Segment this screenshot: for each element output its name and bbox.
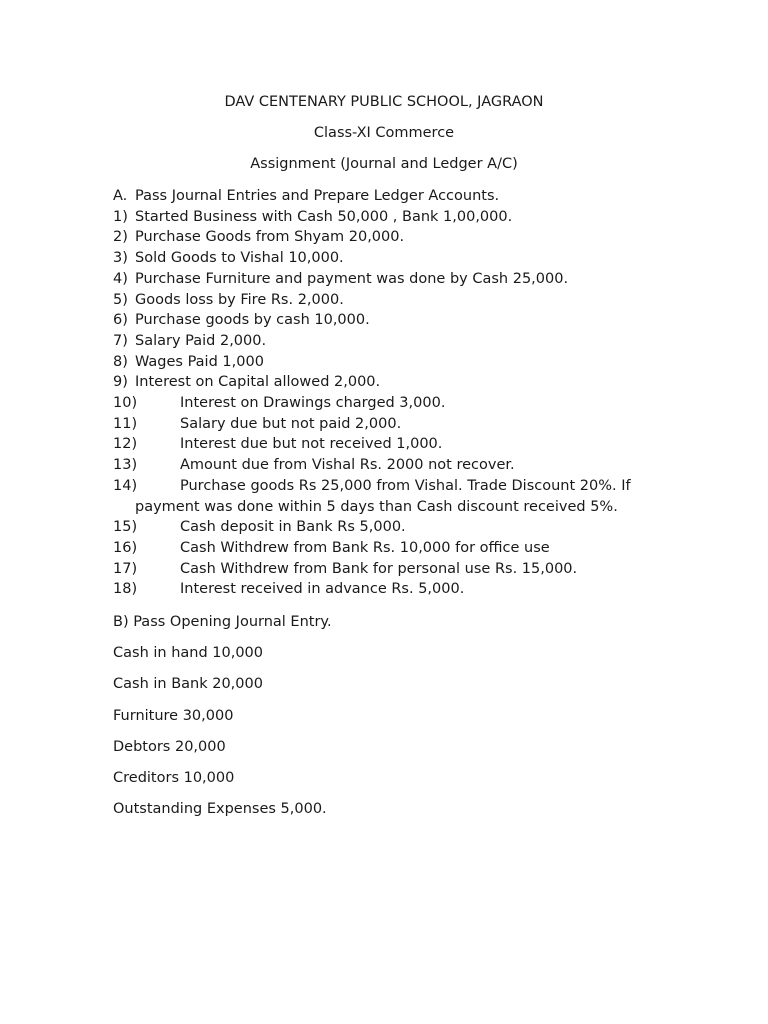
- item-number: 18): [113, 581, 138, 598]
- list-item: [113, 372, 673, 393]
- opening-entry-line: Cash in hand 10,000: [113, 645, 264, 662]
- item-text: Interest received in advance Rs. 5,000.: [180, 581, 465, 598]
- list-item: [113, 269, 673, 290]
- section-a-marker: A.: [113, 188, 128, 204]
- opening-entry-line: Debtors 20,000: [113, 738, 226, 755]
- list-item: [113, 455, 673, 476]
- list-item: [113, 476, 673, 497]
- item-number: 2): [113, 229, 128, 246]
- item-text: Goods loss by Fire Rs. 2,000.: [135, 291, 344, 308]
- item-text: Purchase Furniture and payment was done by Cash 25,000.: [135, 270, 569, 287]
- item-text: Salary due but not paid 2,000.: [180, 415, 402, 432]
- item-number: 16): [113, 539, 138, 556]
- list-item: [113, 434, 673, 455]
- item-number: 15): [113, 519, 138, 536]
- item-text: Amount due from Vishal Rs. 2000 not recover.: [180, 457, 515, 474]
- class-title: Class-XI Commerce: [313, 125, 455, 141]
- opening-entry-line: Outstanding Expenses 5,000.: [113, 801, 327, 818]
- opening-entry-line: Creditors 10,000: [113, 769, 235, 786]
- school-name: DAV CENTENARY PUBLIC SCHOOL, JAGRAON: [224, 94, 544, 110]
- list-item: [113, 559, 673, 580]
- item-number: 17): [113, 560, 138, 577]
- item-number: 6): [113, 312, 128, 329]
- item-number: 5): [113, 291, 128, 308]
- list-item: [113, 393, 673, 414]
- opening-entry-line: Furniture 30,000: [113, 707, 234, 724]
- section-b: [113, 612, 673, 830]
- item-number: 12): [113, 436, 138, 453]
- list-item: [113, 517, 673, 538]
- item-number: 11): [113, 415, 138, 432]
- item-continuation: payment was done within 5 days than Cash discount received 5%.: [135, 498, 618, 515]
- item-text: Wages Paid 1,000: [135, 353, 264, 370]
- list-item: [113, 414, 673, 435]
- item-number: 3): [113, 250, 128, 267]
- list-item: [113, 290, 673, 311]
- item-text: Purchase goods by cash 10,000.: [135, 312, 370, 329]
- list-item: [113, 248, 673, 269]
- list-item: [113, 331, 673, 352]
- assignment-title: Assignment (Journal and Ledger A/C): [250, 156, 518, 172]
- item-number: 4): [113, 270, 128, 287]
- item-number: 8): [113, 353, 128, 370]
- section-a: [113, 186, 673, 600]
- section-b-instruction: B) Pass Opening Journal Entry.: [113, 614, 332, 630]
- opening-entry-line: Cash in Bank 20,000: [113, 676, 263, 693]
- item-text: Cash Withdrew from Bank Rs. 10,000 for office use: [180, 539, 550, 556]
- list-item: [113, 352, 673, 373]
- list-item: [113, 310, 673, 331]
- item-text: Cash deposit in Bank Rs 5,000.: [180, 519, 406, 536]
- item-text: Purchase goods Rs 25,000 from Vishal. Trade Discount 20%. If: [180, 477, 631, 494]
- list-item: [113, 579, 673, 600]
- list-item: [113, 227, 673, 248]
- item-text: Interest on Drawings charged 3,000.: [180, 395, 446, 412]
- section-a-instruction-text: Pass Journal Entries and Prepare Ledger Accounts.: [135, 188, 500, 204]
- section-a-instruction: [113, 186, 673, 207]
- list-item: [113, 207, 673, 228]
- item-number: 10): [113, 395, 138, 412]
- item-text: Purchase Goods from Shyam 20,000.: [135, 229, 405, 246]
- item-text: Started Business with Cash 50,000 , Bank 1,00,000.: [135, 208, 513, 225]
- item-text: Cash Withdrew from Bank for personal use Rs. 15,000.: [180, 560, 578, 577]
- item-text: Interest on Capital allowed 2,000.: [135, 374, 381, 391]
- item-number: 1): [113, 208, 128, 225]
- document-header: [0, 92, 768, 185]
- item-text: Sold Goods to Vishal 10,000.: [135, 250, 344, 267]
- item-number: 13): [113, 457, 138, 474]
- item-text: Interest due but not received 1,000.: [180, 436, 443, 453]
- item-number: 9): [113, 374, 128, 391]
- item-number: 7): [113, 332, 128, 349]
- item-text: Salary Paid 2,000.: [135, 332, 267, 349]
- item-number: 14): [113, 477, 138, 494]
- list-item: [113, 538, 673, 559]
